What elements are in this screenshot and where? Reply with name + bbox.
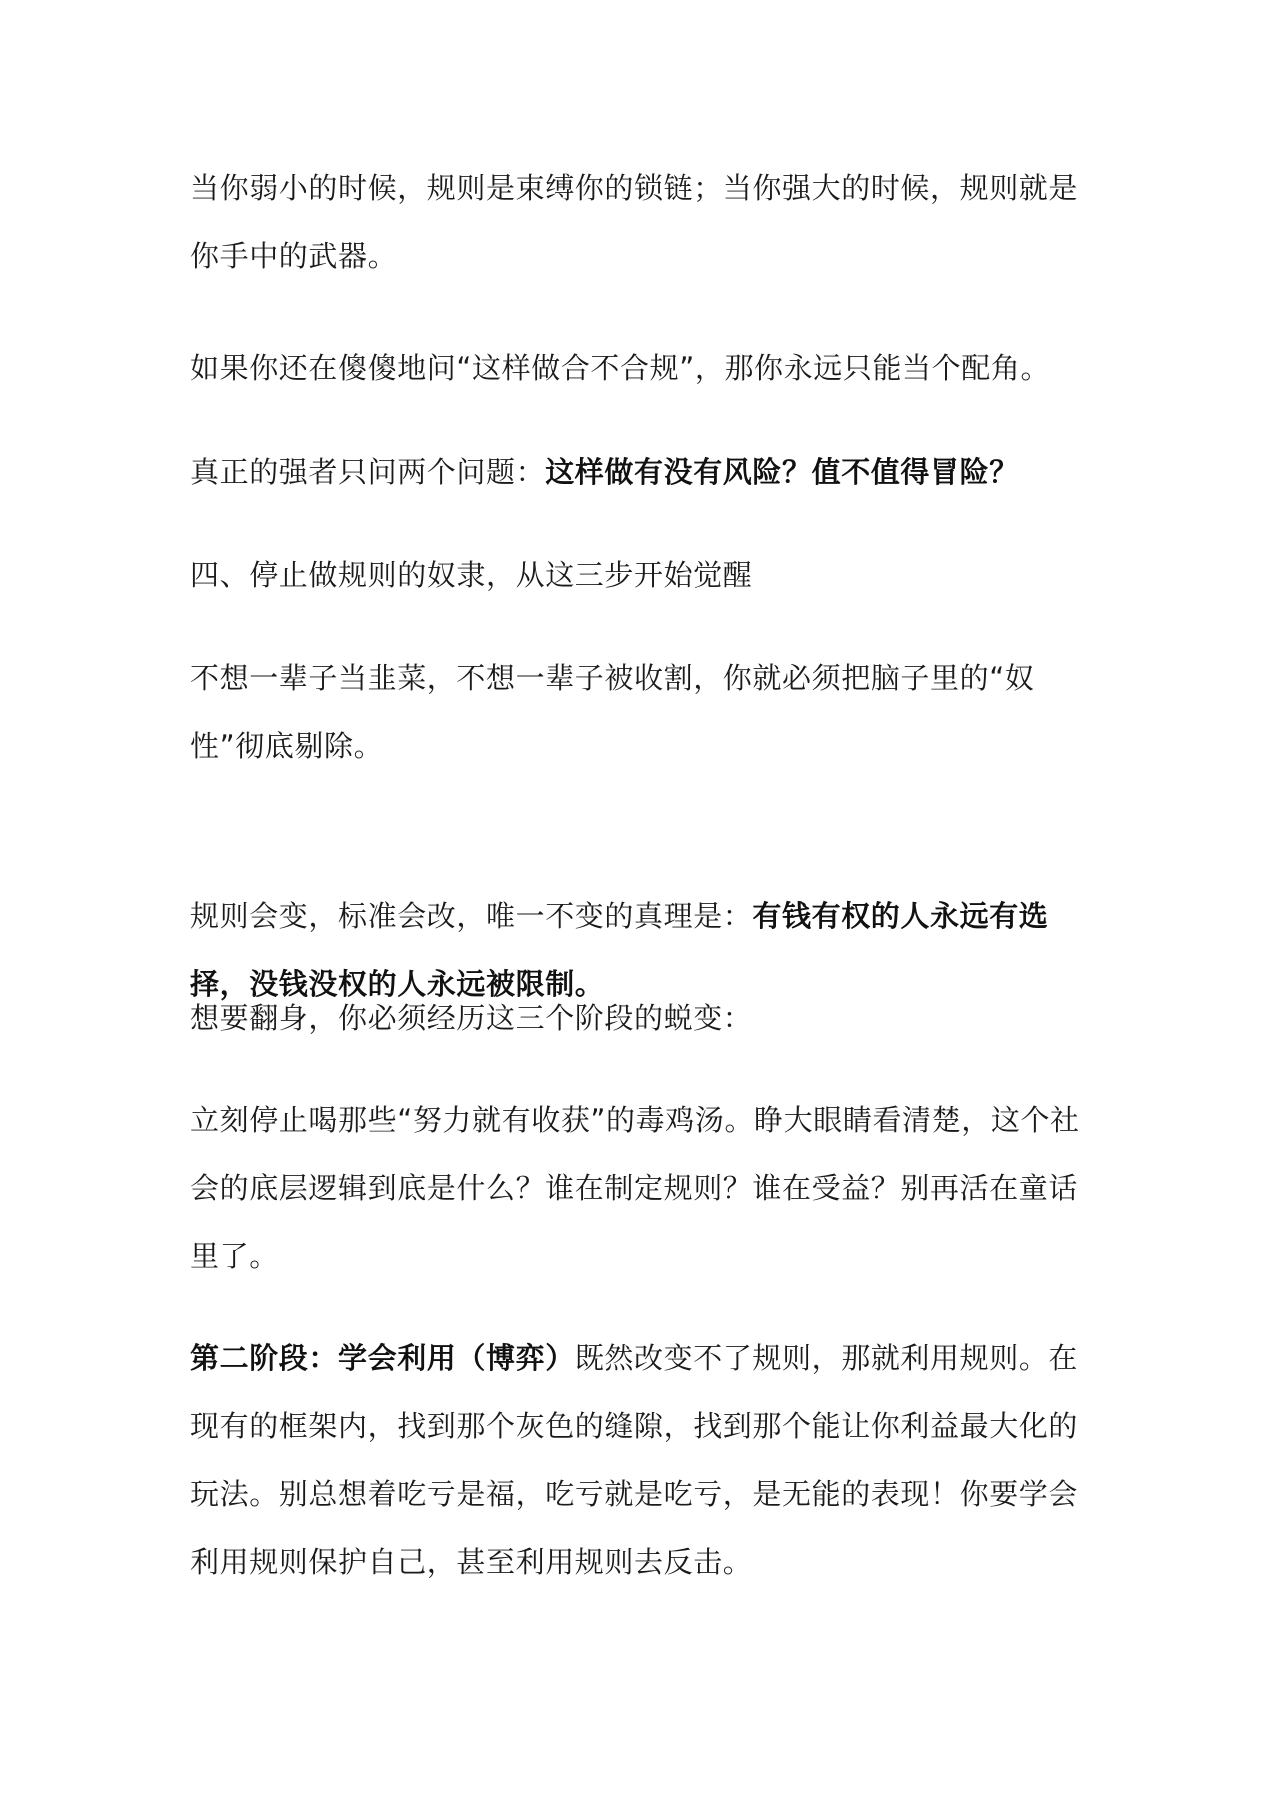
paragraph — [190, 984, 1080, 1052]
paragraph — [190, 644, 1080, 780]
paragraph — [190, 1086, 1080, 1290]
paragraph — [190, 1324, 1080, 1596]
section-heading — [190, 541, 1080, 609]
paragraph-text: 立刻停止喝那些“努力就有收获”的毒鸡汤。睁大眼睛看清楚，这个社会的底层逻辑到底是什么？谁在制定规则？谁在受益？别再活在童话里了。 — [190, 1103, 1080, 1273]
paragraph — [190, 154, 1080, 290]
stage-label: 第二阶段：学会利用（博弈） — [190, 1341, 575, 1375]
paragraph — [190, 334, 1080, 402]
heading-text: 四、停止做规则的奴隶，从这三步开始觉醒 — [190, 558, 753, 592]
paragraph-text: 如果你还在傻傻地问“这样做合不合规”，那你永远只能当个配角。 — [190, 351, 1051, 385]
bold-emphasis: 这样做有没有风险？值不值得冒险？ — [545, 455, 1019, 489]
paragraph-text: 真正的强者只问两个问题： — [190, 455, 546, 489]
paragraph-text: 不想一辈子当韭菜，不想一辈子被收割，你就必须把脑子里的“奴性”彻底剔除。 — [190, 661, 1035, 763]
paragraph-text: 当你弱小的时候，规则是束缚你的锁链；当你强大的时候，规则就是你手中的武器。 — [190, 171, 1079, 273]
bold-emphasis: 有钱有权的人永远有选择，没钱没权的人永远被限制。 — [190, 899, 1049, 1001]
paragraph-text: 想要翻身，你必须经历这三个阶段的蜕变： — [190, 1001, 753, 1035]
paragraph — [190, 438, 1080, 506]
paragraph-text: 规则会变，标准会改，唯一不变的真理是： — [190, 899, 753, 933]
paragraph-text: 既然改变不了规则，那就利用规则。在现有的框架内，找到那个灰色的缝隙，找到那个能让你利益最大化的玩法。别总想着吃亏是福，吃亏就是吃亏，是无能的表现！你要学会利用规则保护自己，甚至利用规则去反击。 — [190, 1341, 1079, 1579]
